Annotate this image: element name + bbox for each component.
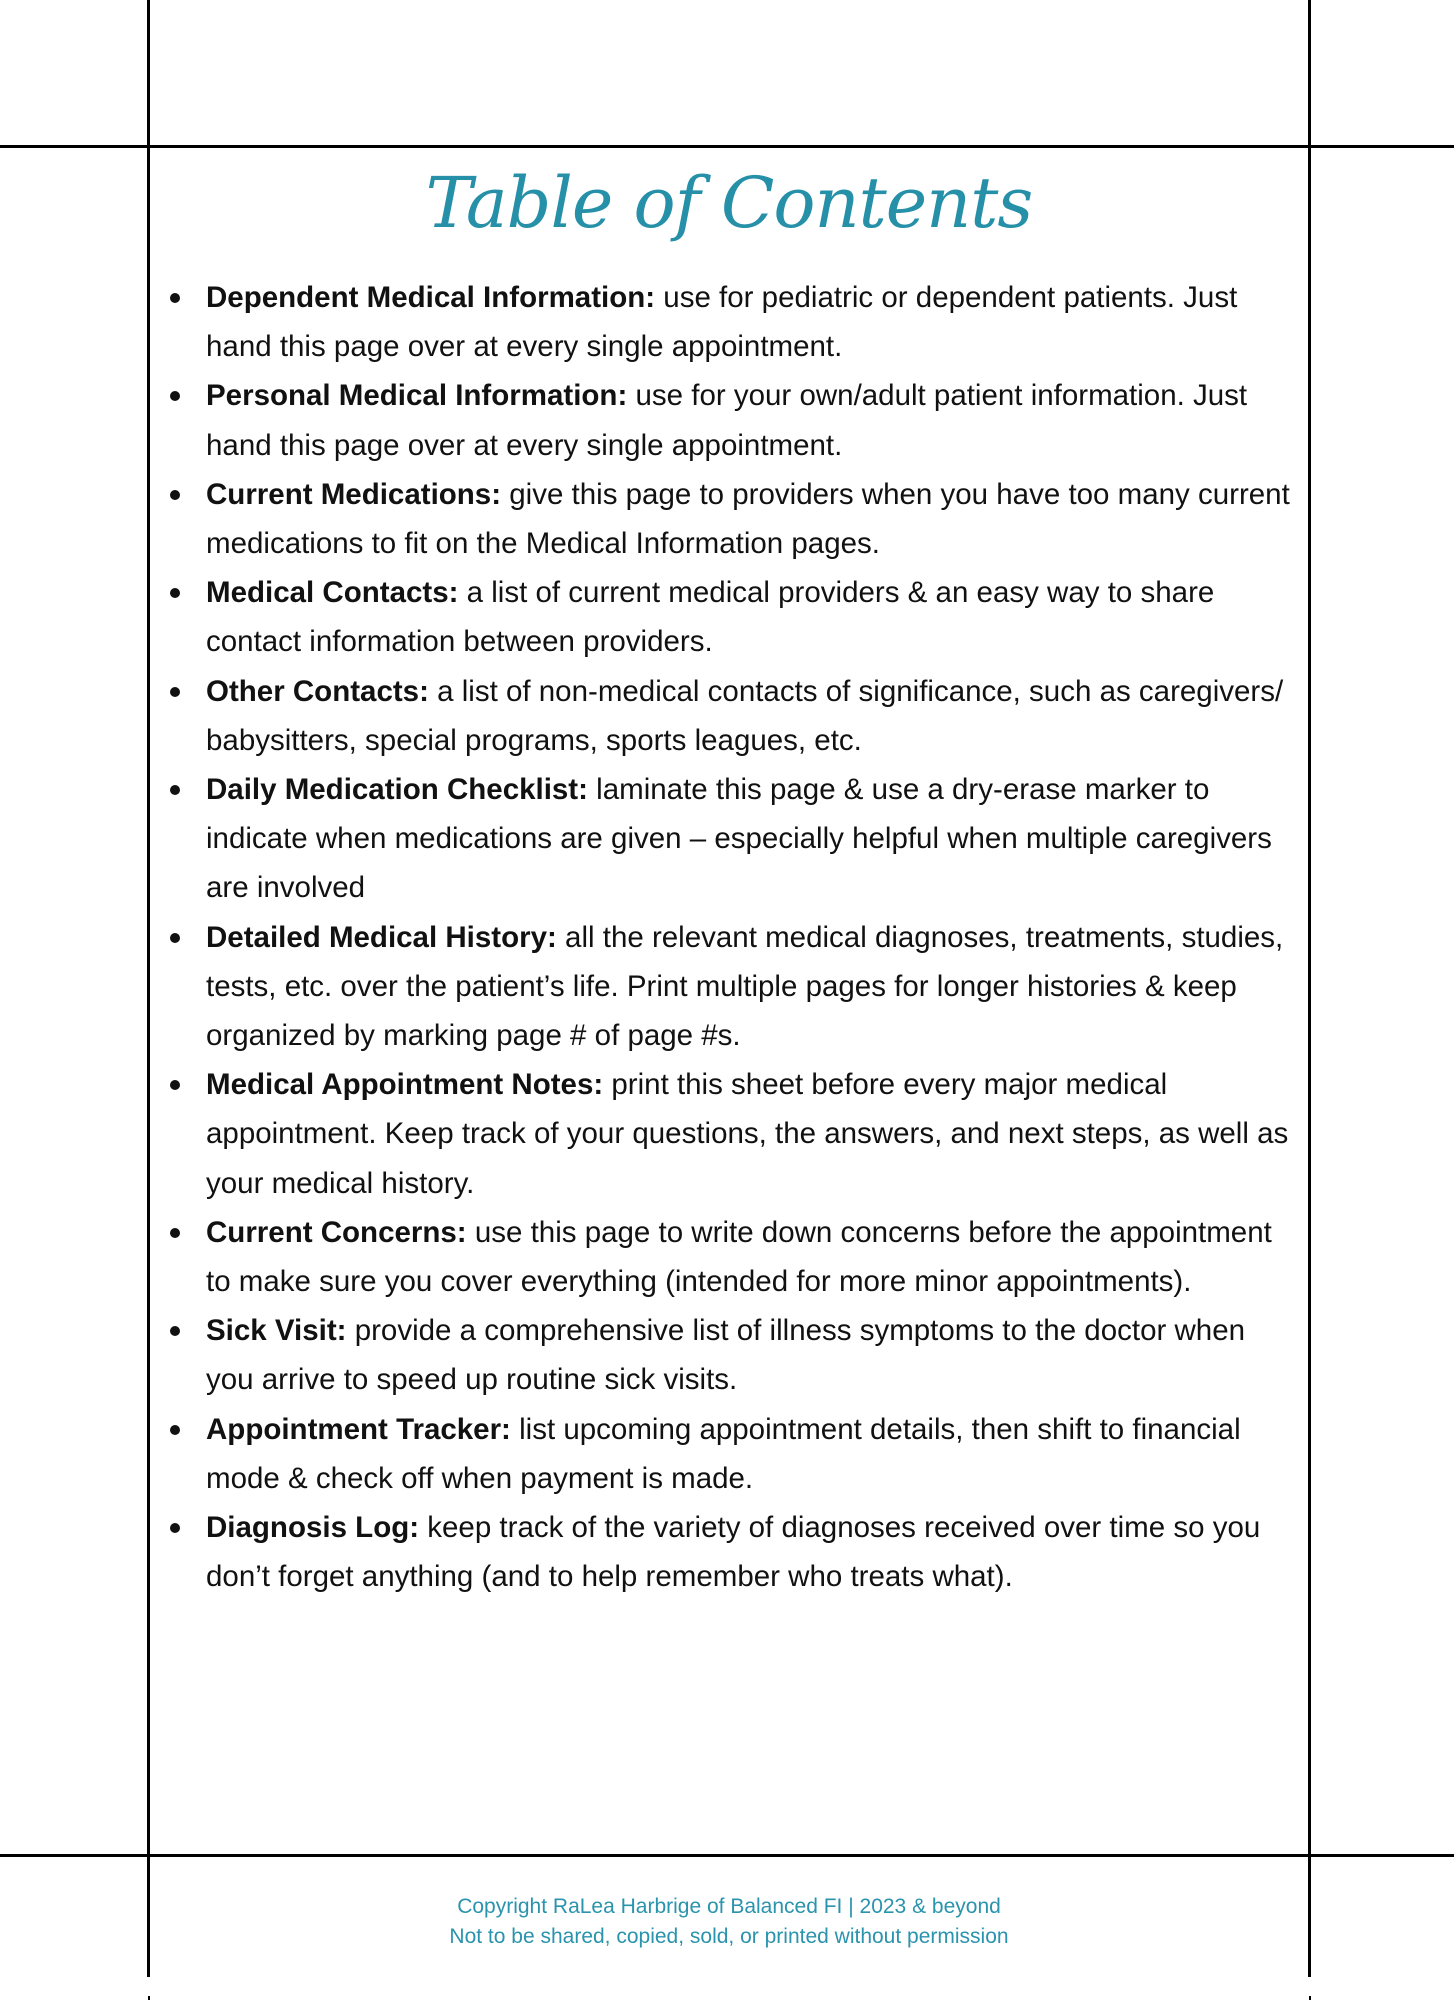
bullet-icon [170,588,180,598]
bullet-icon [170,1228,180,1238]
item-term: Daily Medication Checklist: [206,773,588,807]
copyright-line: Copyright RaLea Harbrige of Balanced FI | 2023 & beyond [457,1895,1001,1918]
bullet-icon [170,1080,180,1090]
item-description: laminate this page & use a dry-erase marker to indicate when medications are given – especially helpful when multiple caregivers are involved [206,773,1272,905]
list-item [150,568,1308,666]
list-item [150,273,1308,371]
item-description: use this page to write down concerns before the appointment to make sure you cover everything (intended for more minor appointments). [206,1215,1272,1299]
bullet-icon [170,1425,180,1435]
item-term: Diagnosis Log: [206,1511,420,1545]
item-description: all the relevant medical diagnoses, treatments, studies, tests, etc. over the patient’s life. Print multiple pages for longer histories & keep organized by marking page # of page #s. [206,920,1284,1053]
bullet-icon [170,785,180,795]
bottom-border-line [0,1854,1454,1857]
bullet-icon [170,933,180,943]
item-term: Medical Contacts: [206,576,459,610]
item-description: provide a comprehensive list of illness symptoms to the doctor when you arrive to speed up routine sick visits. [206,1314,1246,1397]
item-description: give this page to providers when you have too many current medications to fit on the Medical Information pages. [206,477,1290,561]
item-description: list upcoming appointment details, then shift to financial mode & check off when payment is made. [206,1412,1241,1495]
crop-mark-left [148,1996,150,2000]
item-description: use for your own/adult patient information. Just hand this page over at every single appointment. [206,379,1248,462]
item-term: Personal Medical Information: [206,379,628,413]
right-border-line [1308,0,1311,1977]
item-term: Current Medications: [206,477,502,511]
item-term: Other Contacts: [206,674,429,708]
item-description: keep track of the variety of diagnoses received over time so you don’t forget anything (and to help remember who treats what). [206,1511,1261,1594]
crop-mark-right [1309,1996,1311,2000]
item-term: Appointment Tracker: [206,1412,511,1446]
bullet-icon [170,1523,180,1533]
item-term: Medical Appointment Notes: [206,1068,604,1102]
list-item [150,667,1308,765]
top-border-line [0,145,1454,148]
item-description: a list of non-medical contacts of significance, such as caregivers/ babysitters, special programs, sports leagues, etc. [206,674,1284,757]
list-item [150,1503,1308,1601]
list-item [150,1405,1308,1503]
bullet-icon [170,687,180,697]
item-term: Current Concerns: [206,1215,467,1249]
contents-list [150,273,1308,1601]
page-title: Table of Contents [425,162,1033,244]
item-description: use for pediatric or dependent patients. Just hand this page over at every single appointment. [206,281,1238,364]
list-item [150,1306,1308,1404]
copyright-footer [150,1892,1308,1952]
permission-notice: Not to be shared, copied, sold, or printed without permission [449,1925,1009,1948]
item-term: Detailed Medical History: [206,920,557,954]
list-item [150,1060,1308,1208]
bullet-icon [170,1326,180,1336]
item-term: Sick Visit: [206,1314,347,1348]
bullet-icon [170,490,180,500]
list-item [150,371,1308,469]
list-item [150,1208,1308,1306]
list-item [150,765,1308,913]
bullet-icon [170,391,180,401]
list-item [150,470,1308,568]
item-description: a list of current medical providers & an easy way to share contact information between providers. [206,576,1215,659]
list-item [150,913,1308,1061]
item-term: Dependent Medical Information: [206,281,656,314]
bullet-icon [170,293,180,303]
item-description: print this sheet before every major medical appointment. Keep track of your questions, the answers, and next steps, as well as your medical history. [206,1068,1289,1200]
